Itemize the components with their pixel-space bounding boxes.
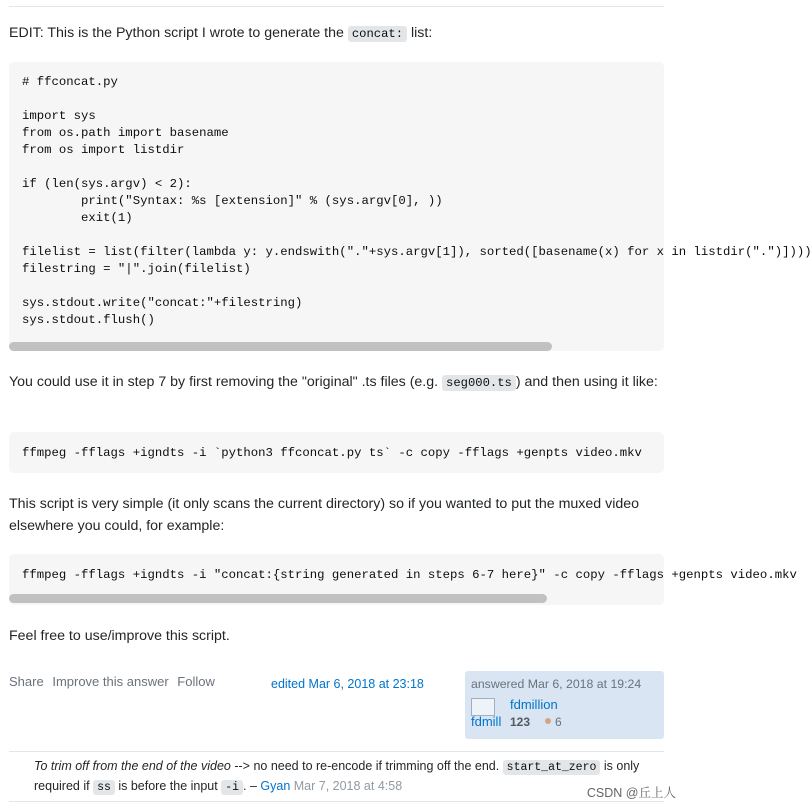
- step7-text-end: ) and then using it like:: [515, 374, 658, 390]
- bottom-divider: [9, 801, 664, 802]
- ffmpeg-command-block-2[interactable]: [9, 554, 797, 605]
- username-link[interactable]: fdmillion: [510, 697, 558, 712]
- comment-text: is only required if: [34, 759, 640, 793]
- comment: [34, 757, 664, 797]
- comment-text: is before the input: [114, 779, 222, 793]
- reputation-score: 123: [510, 715, 531, 729]
- comment-date[interactable]: Mar 7, 2018 at 4:58: [290, 779, 403, 793]
- intro-text-end: list:: [407, 25, 433, 41]
- comment-divider: [9, 751, 664, 752]
- step7-paragraph: [9, 371, 667, 394]
- step7-text: You could use it in step 7 by first removing the "original" .ts files (e.g.: [9, 374, 443, 390]
- improve-answer-link[interactable]: Improve this answer: [52, 674, 169, 689]
- scrollbar-thumb[interactable]: [9, 342, 552, 351]
- script-horizontal-scrollbar[interactable]: [9, 341, 664, 351]
- post-actions: [9, 674, 220, 689]
- bronze-badge-icon: [545, 718, 551, 724]
- feel-free-paragraph: Feel free to use/improve this script.: [9, 628, 230, 644]
- username-alt-text[interactable]: fdmill: [471, 714, 502, 729]
- top-divider: [9, 6, 664, 7]
- answered-timestamp: answered Mar 6, 2018 at 19:24: [471, 677, 642, 691]
- user-card: [465, 671, 664, 739]
- scrollbar-thumb[interactable]: [9, 594, 547, 603]
- inline-code-i: -i: [221, 780, 243, 795]
- bronze-badge-count: 6: [555, 715, 562, 729]
- inline-code-ss: ss: [93, 780, 115, 795]
- inline-code-concat: concat:: [348, 26, 407, 42]
- intro-text: EDIT: This is the Python script I wrote to generate the: [9, 25, 348, 41]
- comment-author-link[interactable]: Gyan: [260, 779, 291, 793]
- script-code-block[interactable]: [9, 62, 812, 351]
- inline-code-start-at-zero: start_at_zero: [503, 760, 601, 775]
- comment-italic-text: To trim off from the end of the video: [34, 759, 231, 773]
- inline-code-seg000: seg000.ts: [442, 375, 516, 391]
- ffmpeg-command-block-1[interactable]: [9, 432, 664, 473]
- simple-script-paragraph: This script is very simple (it only scans the current directory) so if you wanted to put the muxed video elsewhere you could, for example:: [9, 496, 640, 534]
- follow-link[interactable]: Follow: [177, 674, 215, 689]
- ffmpeg-command-1: ffmpeg -fflags +igndts -i `python3 ffconcat.py ts` -c copy -fflags +genpts video.mkv: [22, 446, 642, 460]
- edited-link[interactable]: edited Mar 6, 2018 at 23:18: [271, 677, 424, 691]
- ffmpeg-command-2: ffmpeg -fflags +igndts -i "concat:{string generated in steps 6-7 here}" -c copy -fflags +genpts video.mkv: [22, 568, 797, 582]
- script-code: # ffconcat.py import sys from os.path import basename from os import listdir if (len(sys.argv) < 2): print("Syntax: %s [extension]" % (sys.argv[0], )) exit(1) filelist = list(filter(lambda y: y.endswith("."+sys.argv[1]), sorted([basename(x) for x in listdir(".")]))) filestring = "|".join(filelist) sys.stdout.write("concat:"+filestring) sys.stdout.flush(): [22, 75, 812, 327]
- comment-text: --> no need to re-encode if trimming off the end.: [230, 759, 503, 773]
- comment-text: . –: [243, 779, 261, 793]
- intro-paragraph: [9, 22, 667, 45]
- share-link[interactable]: Share: [9, 674, 44, 689]
- command-horizontal-scrollbar[interactable]: [9, 595, 664, 605]
- watermark: CSDN @丘上人: [586, 786, 676, 800]
